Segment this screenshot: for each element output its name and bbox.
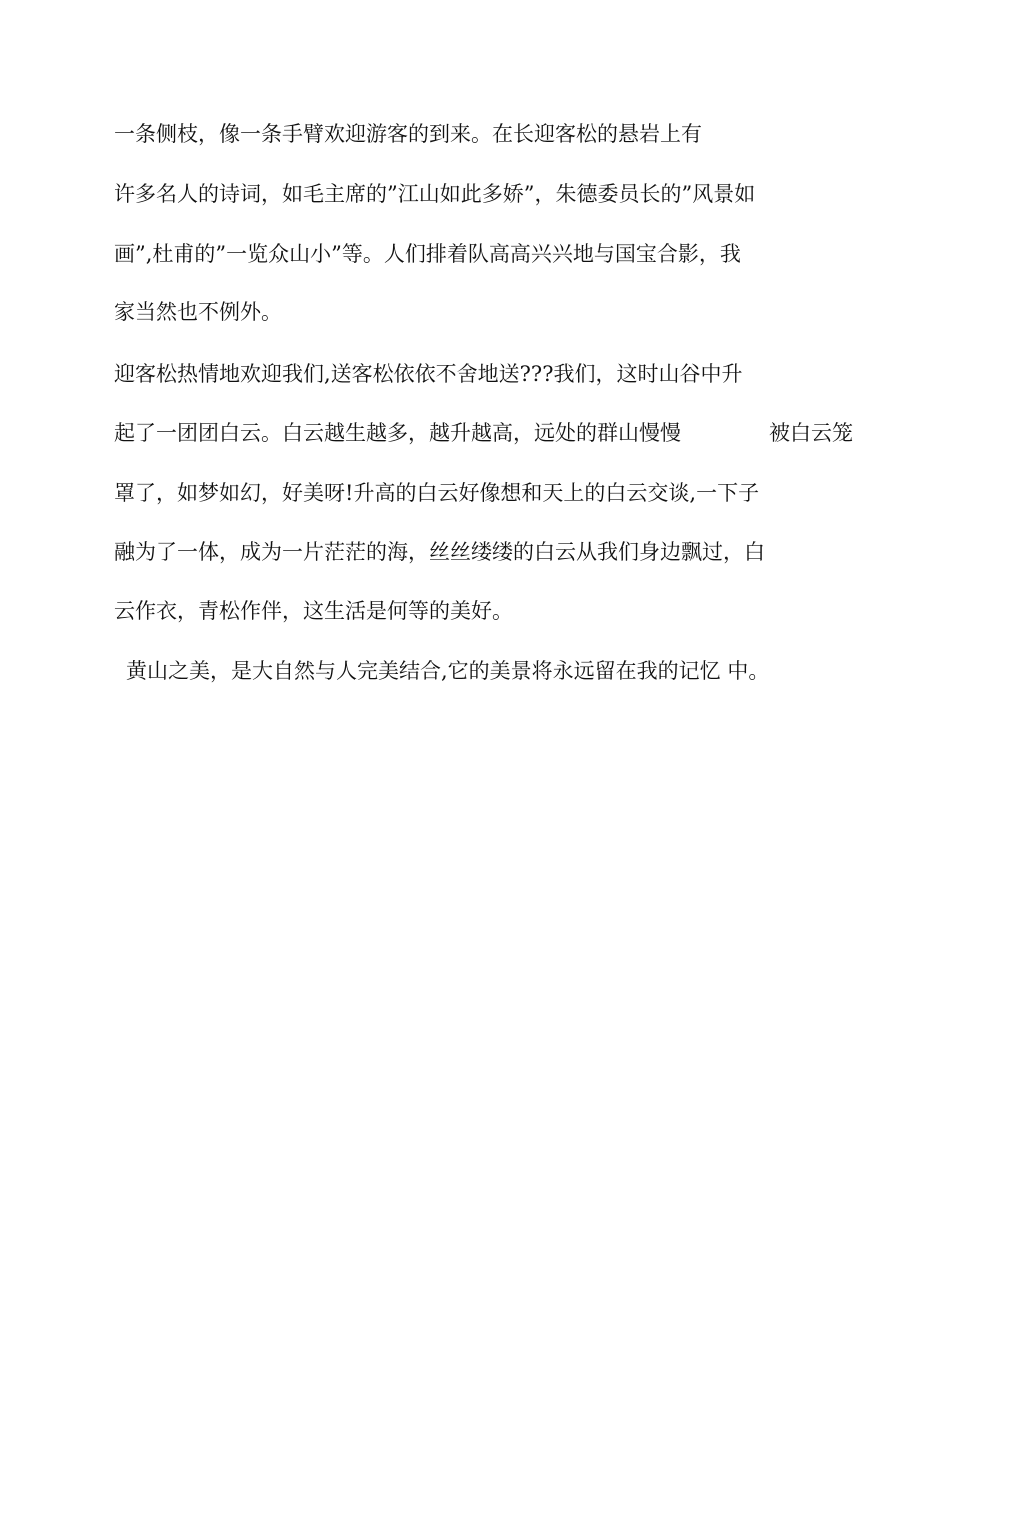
text-line-1: 一条侧枝，像一条手臂欢迎游客的到来。在长迎客松的悬岩上有 [114,122,702,146]
text-line-7: 罩了，如梦如幻，好美呀!升高的白云好像想和天上的白云交谈,一下子 [114,481,760,505]
text-line-6-left: 起了一团团白云。白云越生越多，越升越高，远处的群山慢慢 [114,421,681,445]
text-line-5: 迎客松热情地欢迎我们,送客松依依不舍地送???我们，这时山谷中升 [114,362,743,386]
text-line-10: 黄山之美，是大自然与人完美结合,它的美景将永远留在我的记忆 中。 [126,659,770,683]
text-line-6-right: 被白云笼 [769,421,853,445]
text-line-4: 家当然也不例外。 [114,300,282,324]
text-line-8: 融为了一体，成为一片茫茫的海，丝丝缕缕的白云从我们身边飘过，白 [114,540,765,564]
text-line-6 [114,419,853,447]
text-line-3: 画”,杜甫的”一览众山小”等。人们排着队高高兴兴地与国宝合影，我 [114,242,741,266]
text-line-9: 云作衣，青松作伴，这生活是何等的美好。 [114,599,513,623]
text-line-2: 许多名人的诗词，如毛主席的”江山如此多娇”，朱德委员长的”风景如 [114,182,756,206]
